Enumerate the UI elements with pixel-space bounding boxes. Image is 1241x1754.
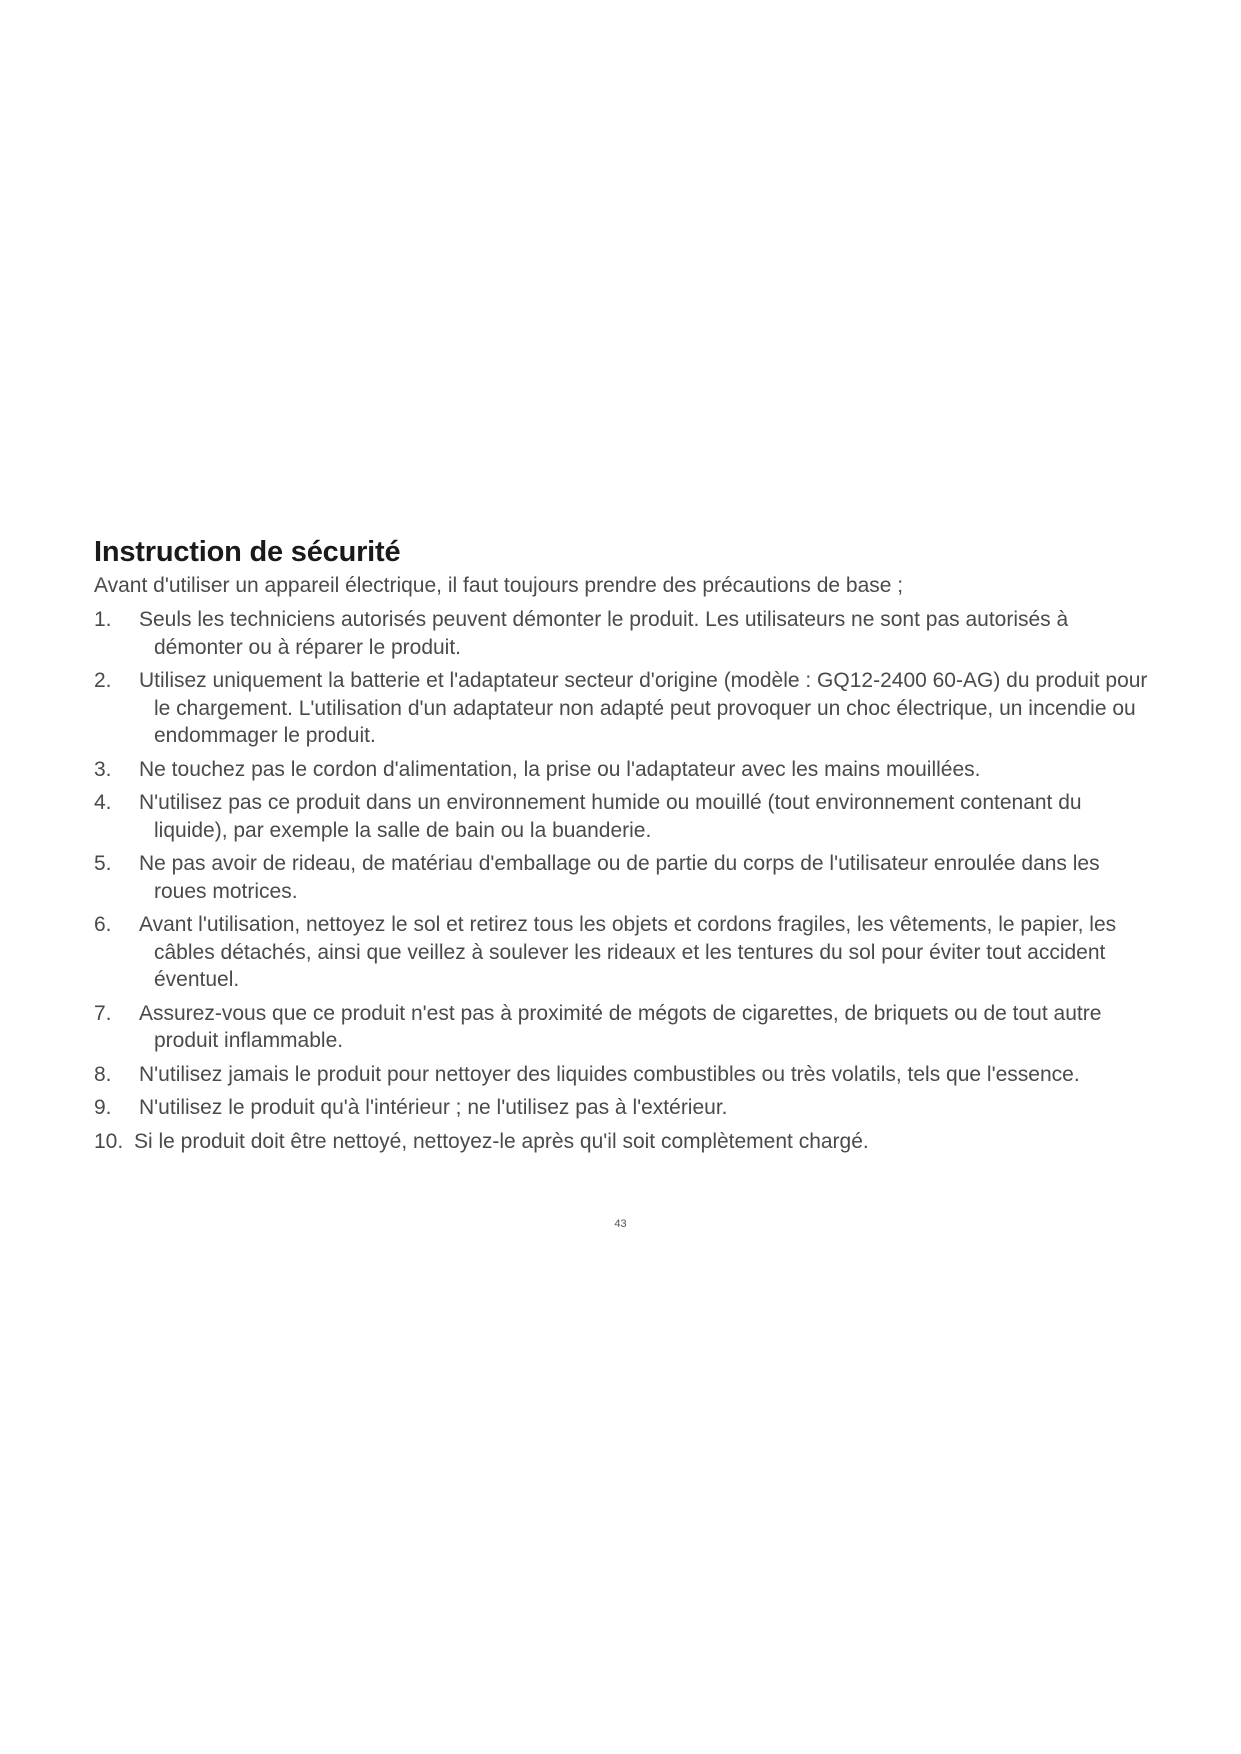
list-item	[94, 1000, 1154, 1055]
item-number: 10.	[94, 1129, 124, 1153]
list-item	[94, 667, 1154, 750]
list-item	[94, 756, 1154, 784]
item-number: 3.	[94, 757, 112, 781]
page-number: 43	[614, 1218, 627, 1230]
item-number: 1.	[94, 608, 112, 631]
item-number: 8.	[94, 1062, 112, 1086]
list-item	[94, 1061, 1154, 1089]
item-number: 2.	[94, 669, 112, 692]
safety-list	[94, 606, 1154, 1155]
intro-text: Avant d'utiliser un appareil électrique, il faut toujours prendre des précautions de base ;	[94, 574, 904, 597]
list-item	[94, 911, 1154, 994]
list-item	[94, 1094, 1154, 1122]
list-item	[94, 850, 1154, 905]
item-text: Assurez-vous que ce produit n'est pas à proximité de mégots de cigarettes, de briquets ou de tout autre produit inflammable.	[139, 1001, 1102, 1052]
item-text: N'utilisez le produit qu'à l'intérieur ; ne l'utilisez pas à l'extérieur.	[139, 1096, 728, 1119]
item-text: Utilisez uniquement la batterie et l'adaptateur secteur d'origine (modèle : GQ12-2400 60-AG) du produit pour le chargement. L'utilisation d'un adaptateur non adapté peut provoquer un choc électrique, un incendie ou endommager le produit.	[139, 669, 1148, 747]
list-item	[94, 606, 1154, 661]
item-text: Seuls les techniciens autorisés peuvent démonter le produit. Les utilisateurs ne sont pas autorisés à démonter ou à réparer le produit.	[139, 608, 1069, 659]
list-item	[94, 1128, 1154, 1156]
item-text: Si le produit doit être nettoyé, nettoyez-le après qu'il soit complètement chargé.	[134, 1129, 869, 1153]
item-number: 7.	[94, 1001, 112, 1025]
item-text: N'utilisez pas ce produit dans un environnement humide ou mouillé (tout environnement contenant du liquide), par exemple la salle de bain ou la buanderie.	[139, 791, 1082, 842]
safety-section	[94, 532, 1154, 1161]
item-number: 5.	[94, 852, 112, 875]
item-number: 6.	[94, 913, 112, 936]
item-text: Ne touchez pas le cordon d'alimentation, la prise ou l'adaptateur avec les mains mouillées.	[139, 757, 981, 781]
page-title: Instruction de sécurité	[94, 536, 401, 568]
item-number: 9.	[94, 1096, 112, 1119]
list-item	[94, 789, 1154, 844]
item-number: 4.	[94, 791, 112, 814]
item-text: Avant l'utilisation, nettoyez le sol et retirez tous les objets et cordons fragiles, les vêtements, le papier, les câbles détachés, ainsi que veillez à soulever les rideaux et les tentures du sol pour éviter tout accident éventuel.	[139, 913, 1117, 991]
item-text: N'utilisez jamais le produit pour nettoyer des liquides combustibles ou très volatils, tels que l'essence.	[139, 1062, 1080, 1086]
item-text: Ne pas avoir de rideau, de matériau d'emballage ou de partie du corps de l'utilisateur enroulée dans les roues motrices.	[139, 852, 1100, 903]
